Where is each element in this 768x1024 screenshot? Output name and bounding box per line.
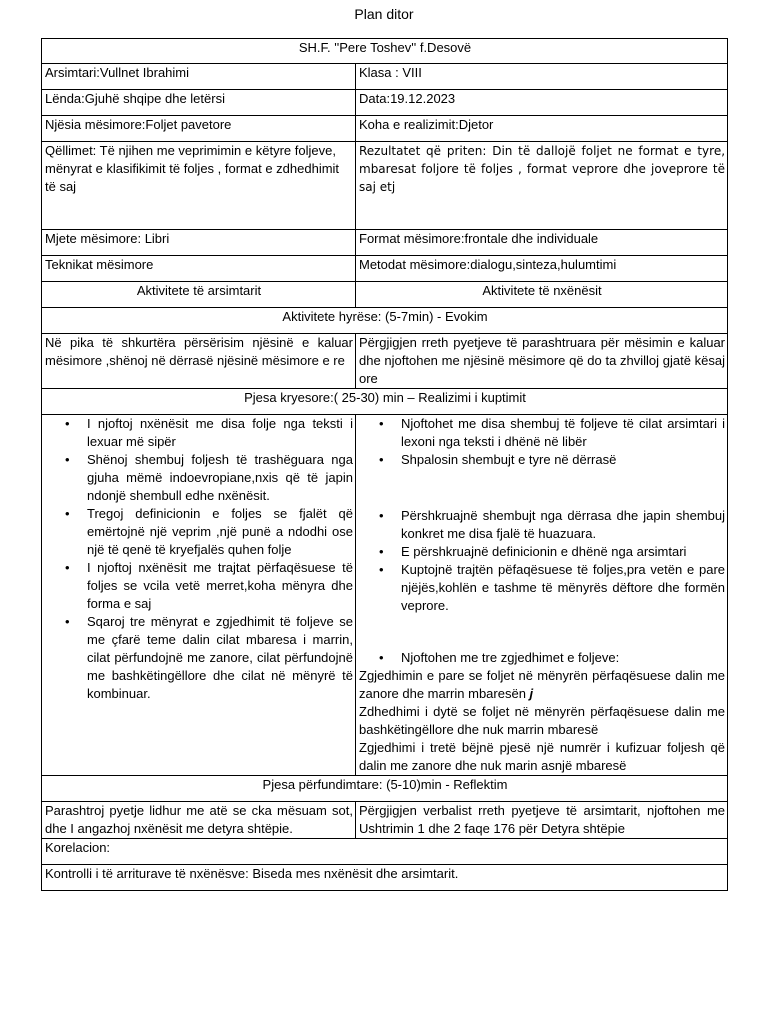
conjugation-first-text: Zgjedhimin e pare se foljet në mënyrën përfaqësuese dalin me zanore dhe marrin mbaresën <box>359 668 726 701</box>
techniques-cell: Teknikat mësimore <box>42 256 356 282</box>
date-cell: Data:19.12.2023 <box>356 90 728 116</box>
list-item: • Njoftohen me tre zgjedhimet e foljeve: <box>401 649 725 667</box>
unit-cell: Njësia mësimore:Foljet pavetore <box>42 116 356 142</box>
list-item: • I njoftoj nxënësit me trajtat përfaqësuese të foljes se vcila vetë merret,koha mënyra dhe forma e saj <box>87 559 353 613</box>
conjugation-third: Zgjedhimi i tretë bëjnë pjesë një numrër i kufizuar foljesh që dalin me zanore dhe nuk marin asnjë mbaresë <box>359 740 726 773</box>
final-student-cell: Përgjigjen verbalist rreth pyetjeve të arsimtarit, njoftohen me Ushtrimin 1 dhe 2 faqe 176 për Detyra shtëpie <box>356 802 728 839</box>
control-cell: Kontrolli i të arriturave të nxënësve: Biseda mes nxënësit dhe arsimtarit. <box>42 865 728 891</box>
suffix-j: j <box>529 686 534 701</box>
teacher-cell: Arsimtari:Vullnet Ibrahimi <box>42 64 356 90</box>
intro-section-header: Aktivitete hyrëse: (5-7min) - Evokim <box>42 308 728 334</box>
results-cell: Rezultatet që priten: Din të dallojë foljet ne format e tyre, mbaresat foljore të foljes , format veprore dhe joveprore të saj etj <box>356 142 728 230</box>
formats-cell: Format mësimore:frontale dhe individuale <box>356 230 728 256</box>
student-activity-list <box>359 649 725 667</box>
list-item: • I njoftoj nxënësit me disa folje nga teksti i lexuar më sipër <box>87 415 353 451</box>
student-activity-list <box>359 507 725 615</box>
main-section-header: Pjesa kryesore:( 25-30) min – Realizimi i kuptimit <box>42 389 728 415</box>
list-item: • Njoftohet me disa shembuj të foljeve të cilat arsimtari i lexoni nga teksti i dhënë në libër <box>401 415 725 451</box>
main-student-cell <box>356 415 728 776</box>
tools-cell: Mjete mësimore: Libri <box>42 230 356 256</box>
page-title: Plan ditor <box>354 6 414 22</box>
final-teacher-cell: Parashtroj pyetje lidhur me atë se cka mësuam sot, dhe I angazhoj nxënësit me detyra shtëpie. <box>42 802 356 839</box>
conjugation-first <box>359 667 725 703</box>
lesson-plan-table <box>41 38 728 891</box>
list-item: • Tregoj definicionin e foljes se fjalët që emërtojnë një veprim ,një punë a ndodhi ose një të qenë të kryefjalës quhen folje <box>87 505 353 559</box>
teacher-activities-header: Aktivitete të arsimtarit <box>42 282 356 308</box>
final-section-header: Pjesa përfundimtare: (5-10)min - Reflektim <box>42 776 728 802</box>
list-item: • Shënoj shembuj foljesh të trashëguara nga gjuha mëmë indoevropiane,nxis që të japin ndonjë shembull edhe nxënësit. <box>87 451 353 505</box>
methods-cell: Metodat mësimore:dialogu,sinteza,hulumtimi <box>356 256 728 282</box>
teacher-activity-list <box>45 415 353 703</box>
goals-cell: Qëllimet: Të njihen me veprimimin e këtyre foljeve, mënyrat e klasifikimit të foljes , format e zdhedhimit të saj <box>42 142 356 230</box>
student-activities-header: Aktivitete të nxënësit <box>356 282 728 308</box>
conjugation-second: Zdhedhimi i dytë se foljet në mënyrën përfaqësuese dalin me bashkëtingëllore dhe nuk marrin mbaresë <box>359 704 726 737</box>
student-activity-list <box>359 415 725 469</box>
intro-student-cell: Përgjigjen rreth pyetjeve të parashtruara për mësimin e kaluar dhe njoftohen me njësinë mësimore që do ta zhvilloj gjatë kësaj ore <box>356 334 728 389</box>
list-item: • Sqaroj tre mënyrat e zgjedhimit të foljeve se me çfarë teme dalin cilat mbaresa i marrin, cilat përfundojnë me zanore, cilat përfundojnë me bashkëtingëllore dhe cilat në mënyrë të kombinuar. <box>87 613 353 703</box>
grade-cell: Klasa : VIII <box>356 64 728 90</box>
list-item: • Shpalosin shembujt e tyre në dërrasë <box>401 451 725 469</box>
list-item: • Kuptojnë trajtën pëfaqësuese të foljes,pra vetën e pare njëjës,kohlën e tashme të mënyrës dëftore dhe formën veprore. <box>401 561 725 615</box>
school-name: SH.F. ''Pere Toshev'' f.Desovë <box>42 39 728 64</box>
main-teacher-cell <box>42 415 356 776</box>
list-item: • Përshkruajnë shembujt nga dërrasa dhe japin shembuj konkret me disa fjalë të huazuara. <box>401 507 725 543</box>
correlation-cell: Korelacion: <box>42 839 728 865</box>
duration-cell: Koha e realizimit:Djetor <box>356 116 728 142</box>
intro-teacher-cell: Në pika të shkurtëra përsërisim njësinë e kaluar mësimore ,shënoj në dërrasë njësinë mësimore e re <box>42 334 356 389</box>
subject-cell: Lënda:Gjuhë shqipe dhe letërsi <box>42 90 356 116</box>
list-item: • E përshkruajnë definicionin e dhënë nga arsimtari <box>401 543 725 561</box>
